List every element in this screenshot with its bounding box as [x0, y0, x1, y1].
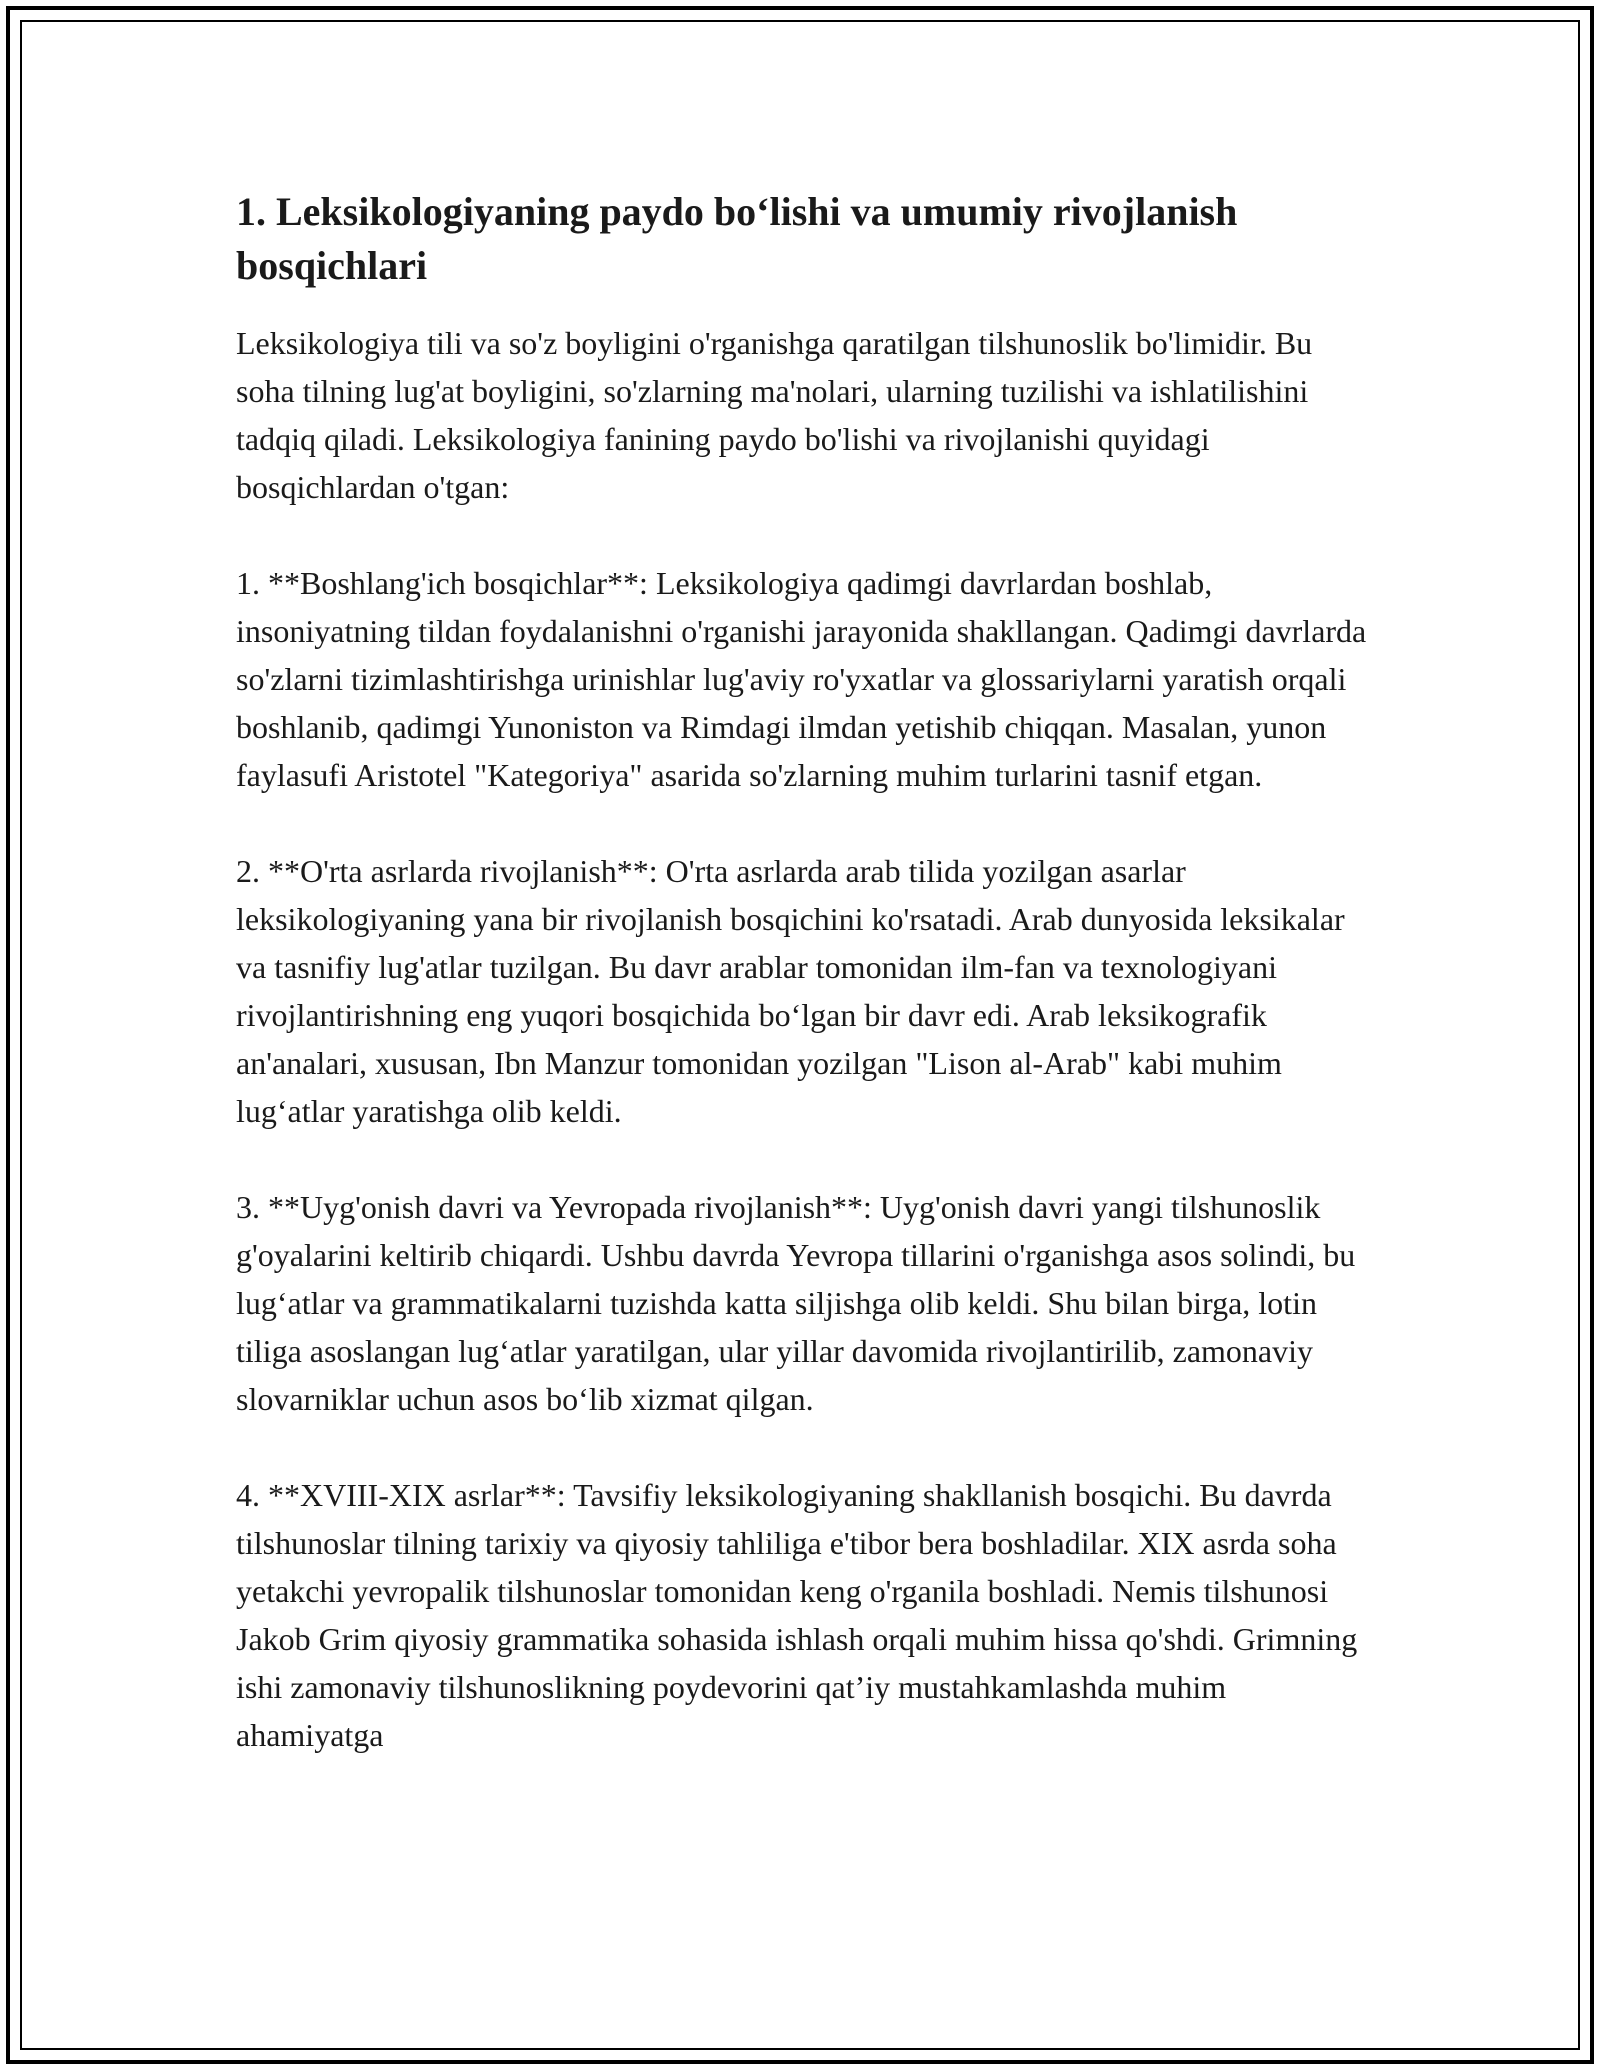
section-heading: 1. Leksikologiyaning paydo bo‘lishi va umumiy rivojlanish bosqichlari — [236, 189, 1238, 288]
document-body — [236, 185, 1376, 1807]
stage-2-paragraph: 2. **O'rta asrlarda rivojlanish**: O'rta asrlarda arab tilida yozilgan asarlar leksikologiyaning yana bir rivojlanish bosqichini ko'rsatadi. Arab dunyosida leksikalar va tasnifiy lug'atlar tuzilgan. Bu davr arablar tomonidan ilm-fan va texnologiyani rivojlantirishning eng yuqori bosqichida bo‘lgan bir davr edi. Arab leksikografik an'analari, xususan, Ibn Manzur tomonidan yozilgan "Lison al-Arab" kabi muhim lug‘atlar yaratishga olib keldi. — [236, 853, 1345, 1129]
stage-4-paragraph: 4. **XVIII-XIX asrlar**: Tavsifiy leksikologiyaning shakllanish bosqichi. Bu davrda tilshunoslar tilning tarixiy va qiyosiy tahliliga e'tibor bera boshladilar. XIX asrda soha yetakchi yevropalik tilshunoslar tomonidan keng o'rganila boshladi. Nemis tilshunosi Jakob Grim qiyosiy grammatika sohasida ishlash orqali muhim hissa qo'shdi. Grimning ishi zamonaviy tilshunoslikning poydevorini qat’iy mustahkamlashda muhim ahamiyatga — [236, 1477, 1358, 1753]
stage-1-paragraph: 1. **Boshlang'ich bosqichlar**: Leksikologiya qadimgi davrlardan boshlab, insoniyatning tildan foydalanishni o'rganishi jarayonida shakllangan. Qadimgi davrlarda so'zlarni tizimlashtirishga urinishlar lug'aviy ro'yxatlar va glossariylarni yaratish orqali boshlanib, qadimgi Yunoniston va Rimdagi ilmdan yetishib chiqqan. Masalan, yunon faylasufi Aristotel "Kategoriya" asarida so'zlarning muhim turlarini tasnif etgan. — [236, 565, 1367, 793]
stage-3-paragraph: 3. **Uyg'onish davri va Yevropada rivojlanish**: Uyg'onish davri yangi tilshunoslik g'oyalarini keltirib chiqardi. Ushbu davrda Yevropa tillarini o'rganishga asos solindi, bu lug‘atlar va grammatikalarni tuzishda katta siljishga olib keldi. Shu bilan birga, lotin tiliga asoslangan lug‘atlar yaratilgan, ular yillar davomida rivojlantirilib, zamonaviy slovarniklar uchun asos bo‘lib xizmat qilgan. — [236, 1189, 1356, 1417]
intro-paragraph: Leksikologiya tili va so'z boyligini o'rganishga qaratilgan tilshunoslik bo'limidir. Bu soha tilning lug'at boyligini, so'zlarning ma'nolari, ularning tuzilishi va ishlatilishini tadqiq qiladi. Leksikologiya fanining paydo bo'lishi va rivojlanishi quyidagi bosqichlardan o'tgan: — [236, 325, 1313, 505]
